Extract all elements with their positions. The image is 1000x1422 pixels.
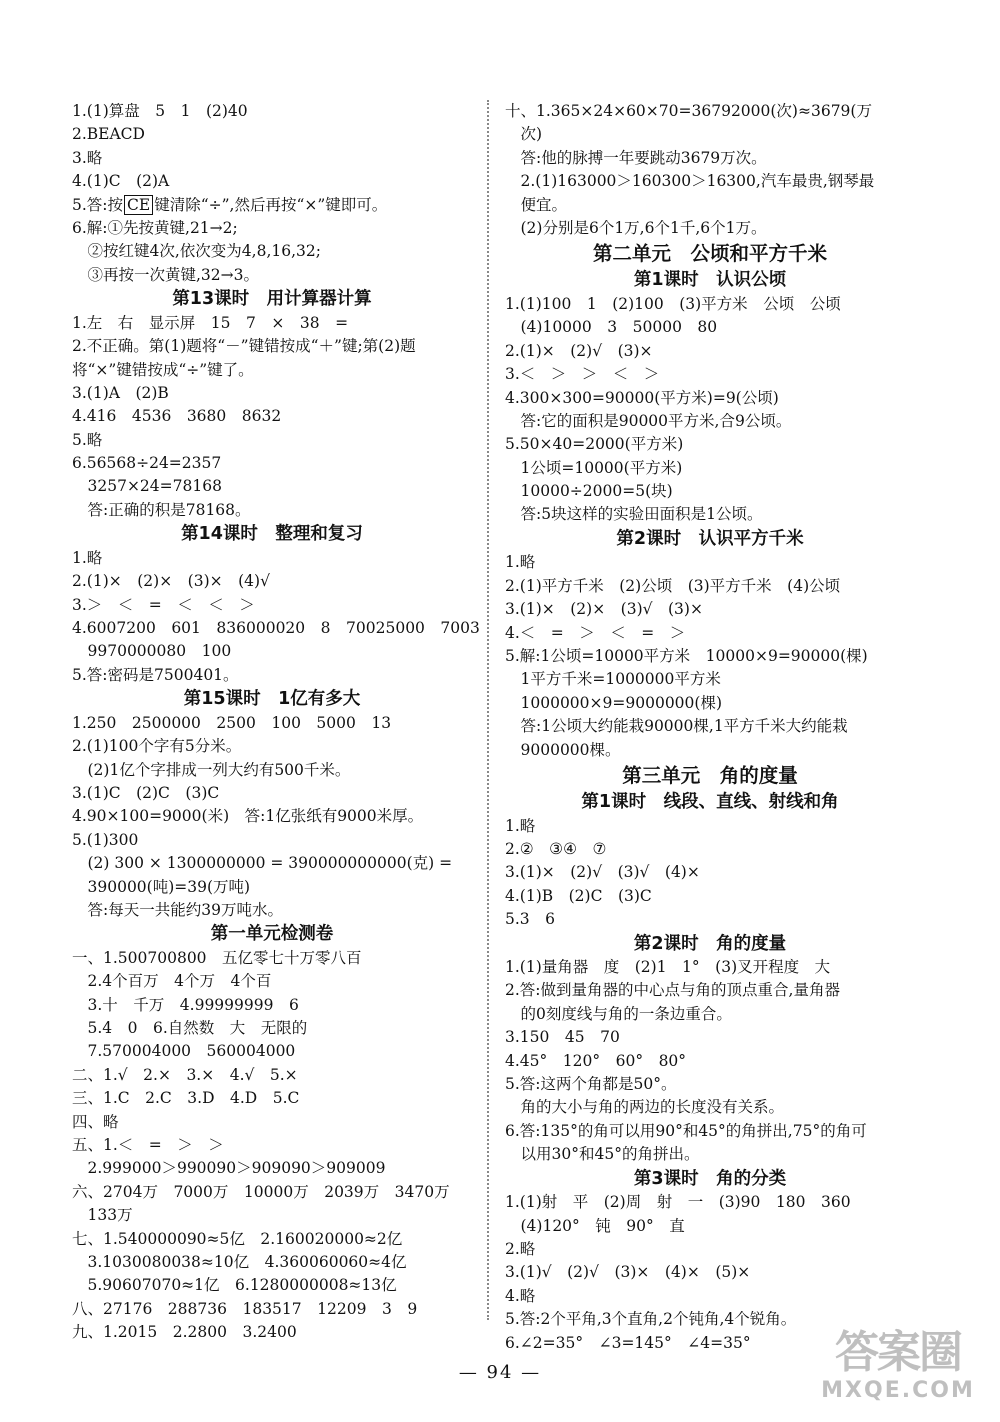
answer-line: 133万 xyxy=(72,1206,133,1225)
answer-line: 将“×”键错按成“÷”键了。 xyxy=(72,360,254,379)
answer-line: 次) xyxy=(505,125,543,144)
answer-line: 2.略 xyxy=(505,1239,536,1258)
answer-line: 2.② ③④ ⑦ xyxy=(505,839,607,858)
left-column xyxy=(72,100,480,1345)
answer-line: 4.416 4536 3680 8632 xyxy=(72,407,282,426)
answer-line: 6.∠2=35° ∠3=145° ∠4=35° xyxy=(505,1333,751,1352)
answer-line: 4.＜ = ＞ ＜ = ＞ xyxy=(505,623,686,642)
answer-line: 四、略 xyxy=(72,1112,119,1131)
answer-line: 3.(1)C (2)C (3)C xyxy=(72,783,220,802)
answer-line: 2.(1)平方千米 (2)公顷 (3)平方千米 (4)公顷 xyxy=(505,576,841,595)
answer-line: 1.(1)100 1 (2)100 (3)平方米 公顷 公顷 xyxy=(505,294,841,313)
answer-line: 1.250 2500000 2500 100 5000 13 xyxy=(72,713,392,732)
answer-line: ②按红键4次,依次变为4,8,16,32; xyxy=(72,242,321,261)
answer-line: (2)1亿个字排成一列大约有500千米。 xyxy=(72,760,351,779)
answer-line: 4.(1)B (2)C (3)C xyxy=(505,886,652,905)
answer-line: 3.150 45 70 xyxy=(505,1028,620,1047)
answer-line: 2.(1)100个字有5分米。 xyxy=(72,737,242,756)
answer-line: 3.＞ ＜ = ＜ ＜ ＞ xyxy=(72,595,255,614)
watermark-logo xyxy=(814,1328,982,1412)
section-heading: 第13课时 用计算器计算 xyxy=(172,289,372,310)
answer-line: 十、1.365×24×60×70=36792000(次)≈3679(万 xyxy=(505,102,872,120)
answer-line: 1.左 右 显示屏 15 7 × 38 = xyxy=(72,313,349,332)
answer-line: 5.解:1公顷=10000平方米 10000×9=90000(棵) xyxy=(505,647,868,665)
answer-line: 六、2704万 7000万 10000万 2039万 3470万 xyxy=(72,1182,450,1201)
answer-line: 7.570004000 560004000 xyxy=(72,1042,296,1061)
section-heading: 第1课时 线段、直线、射线和角 xyxy=(581,791,839,812)
answer-line: 3.＜ ＞ ＞ ＜ ＞ xyxy=(505,365,660,384)
answer-text: 键清除“÷”,然后再按“×”键即可。 xyxy=(154,195,388,214)
answer-line: 2.(1)163000＞160300＞16300,汽车最贵,钢琴最 xyxy=(505,172,875,191)
answer-line: ③再按一次黄键,32→3。 xyxy=(72,265,259,284)
section-heading: 第14课时 整理和复习 xyxy=(181,524,363,545)
ce-key-box: CE xyxy=(124,195,153,215)
answer-line: 1000000×9=9000000(棵) xyxy=(505,693,722,712)
answer-line: 1.(1)算盘 5 1 (2)40 xyxy=(72,102,248,120)
answer-line: 4.6007200 601 836000020 8 70025000 7003 xyxy=(72,619,480,637)
answer-text: 5.答:按 xyxy=(72,195,124,214)
page-number: — 94 — xyxy=(458,1362,542,1383)
answer-line: 2.4个百万 4个万 4个百 xyxy=(72,972,272,991)
answer-line: 七、1.540000090≈5亿 2.160020000≈2亿 xyxy=(72,1229,403,1248)
answer-line: 1平方千米=1000000平方米 xyxy=(505,670,721,689)
answer-line: 9970000080 100 xyxy=(72,642,232,661)
watermark-site: MXQE.COM xyxy=(821,1378,975,1403)
answer-line: 1.(1)量角器 度 (2)1 1° (3)叉开程度 大 xyxy=(505,958,831,977)
answer-line: 3.略 xyxy=(72,148,103,167)
answer-line: 5.略 xyxy=(72,430,103,449)
section-heading: 第2课时 角的度量 xyxy=(633,933,787,954)
section-heading: 第15课时 1亿有多大 xyxy=(183,689,361,710)
answer-line: 五、1.＜ = ＞ ＞ xyxy=(72,1136,224,1154)
answer-line: 6.56568÷24=2357 xyxy=(72,454,222,473)
answer-line: 1公顷=10000(平方米) xyxy=(505,458,683,477)
answer-line: 3257×24=78168 xyxy=(72,477,222,496)
section-heading: 第一单元检测卷 xyxy=(210,924,334,945)
answer-line: 九、1.2015 2.2800 3.2400 xyxy=(72,1323,297,1342)
answer-line: 5.3 6 xyxy=(505,910,556,929)
answer-line: 4.300×300=90000(平方米)=9(公顷) xyxy=(505,388,779,407)
answer-line: (4)10000 3 50000 80 xyxy=(505,318,718,337)
answer-line: 1.略 xyxy=(505,553,536,572)
section-heading: 第1课时 认识公顷 xyxy=(633,270,787,291)
section-heading: 第二单元 公顷和平方千米 xyxy=(592,242,827,266)
answer-line: 2.不正确。第(1)题将“－”键错按成“＋”键;第(2)题 xyxy=(72,337,416,356)
answer-line: 6.答:135°的角可以用90°和45°的角拼出,75°的角可 xyxy=(505,1121,867,1140)
answer-line: 答:1公顷大约能栽90000棵,1平方千米大约能栽 xyxy=(505,717,848,736)
answer-line: 9000000棵。 xyxy=(505,740,621,759)
answer-line: 6.解:①先按黄键,21→2; xyxy=(72,218,238,237)
answer-line: 答:每天一共能约39万吨水。 xyxy=(72,900,283,919)
answer-line: 3.1030080038≈10亿 4.360060060≈4亿 xyxy=(72,1252,407,1271)
answer-line: 答:5块这样的实验田面积是1公顷。 xyxy=(505,505,763,524)
answer-line: 5.90607070≈1亿 6.1280000008≈13亿 xyxy=(72,1276,397,1295)
answer-line: 2.答:做到量角器的中心点与角的顶点重合,量角器 xyxy=(505,981,840,1000)
answer-line: 2.(1)× (2)× (3)× (4)√ xyxy=(72,572,270,591)
section-heading: 第3课时 角的分类 xyxy=(633,1168,787,1189)
answer-line: 3.(1)× (2)× (3)√ (3)× xyxy=(505,600,703,619)
answer-line: 5.答:密码是7500401。 xyxy=(72,665,239,684)
answer-line: 2.(1)× (2)√ (3)× xyxy=(505,341,653,360)
answer-line: 5.50×40=2000(平方米) xyxy=(505,435,684,454)
right-column xyxy=(505,100,915,1355)
answer-line: 3.十 千万 4.99999999 6 xyxy=(72,995,299,1014)
answer-line: 八、27176 288736 183517 12209 3 9 xyxy=(72,1299,418,1318)
answer-line: 2.BEACD xyxy=(72,125,145,144)
answer-line: 4.45° 120° 60° 80° xyxy=(505,1051,687,1070)
answer-line: 5.答:这两个角都是50°。 xyxy=(505,1075,677,1094)
watermark-title: 答案圈 xyxy=(835,1327,961,1378)
section-heading: 第2课时 认识平方千米 xyxy=(616,528,804,549)
answer-line: 390000(吨)=39(万吨) xyxy=(72,877,251,896)
answer-line: (4)120° 钝 90° 直 xyxy=(505,1216,685,1235)
answer-line: 1.略 xyxy=(72,548,103,567)
section-heading: 第三单元 角的度量 xyxy=(622,763,798,787)
answer-line: 5.(1)300 xyxy=(72,830,139,849)
answer-line: (2) 300 × 1300000000 = 390000000000(克) = xyxy=(72,854,453,873)
answer-line: 以用30°和45°的角拼出。 xyxy=(505,1145,700,1164)
answer-line: (2)分别是6个1万,6个1千,6个1万。 xyxy=(505,218,767,237)
answer-line: 便宜。 xyxy=(505,195,568,214)
answer-line: 10000÷2000=5(块) xyxy=(505,482,673,501)
answer-line: 5.4 0 6.自然数 大 无限的 xyxy=(72,1019,308,1038)
column-divider xyxy=(487,100,489,1320)
answer-line: 二、1.√ 2.× 3.× 4.√ 5.× xyxy=(72,1065,298,1084)
answer-line: 一、1.500700800 五亿零七十万零八百 xyxy=(72,948,362,967)
answer-line xyxy=(72,194,472,217)
answer-line: 4.(1)C (2)A xyxy=(72,172,170,191)
answer-line: 5.答:2个平角,3个直角,2个钝角,4个锐角。 xyxy=(505,1310,797,1329)
answer-line: 答:正确的积是78168。 xyxy=(72,500,251,519)
answer-line: 4.略 xyxy=(505,1286,536,1305)
answer-line: 答:它的面积是90000平方米,合9公顷。 xyxy=(505,411,792,430)
answer-line: 3.(1)A (2)B xyxy=(72,383,169,402)
answer-line: 1.略 xyxy=(505,816,536,835)
answer-line: 角的大小与角的两边的长度没有关系。 xyxy=(505,1098,785,1117)
answer-line: 1.(1)射 平 (2)周 射 一 (3)90 180 360 xyxy=(505,1193,851,1212)
answer-line: 的0刻度线与角的一条边重合。 xyxy=(505,1004,732,1023)
answer-line: 4.90×100=9000(米) 答:1亿张纸有9000米厚。 xyxy=(72,807,424,826)
answer-line: 3.(1)√ (2)√ (3)× (4)× (5)× xyxy=(505,1263,751,1282)
answer-line: 2.999000＞990090＞909090＞909009 xyxy=(72,1159,386,1178)
answer-line: 三、1.C 2.C 3.D 4.D 5.C xyxy=(72,1089,300,1108)
answer-line: 答:他的脉搏一年要跳动3679万次。 xyxy=(505,148,767,167)
answer-line: 3.(1)× (2)√ (3)√ (4)× xyxy=(505,863,700,882)
